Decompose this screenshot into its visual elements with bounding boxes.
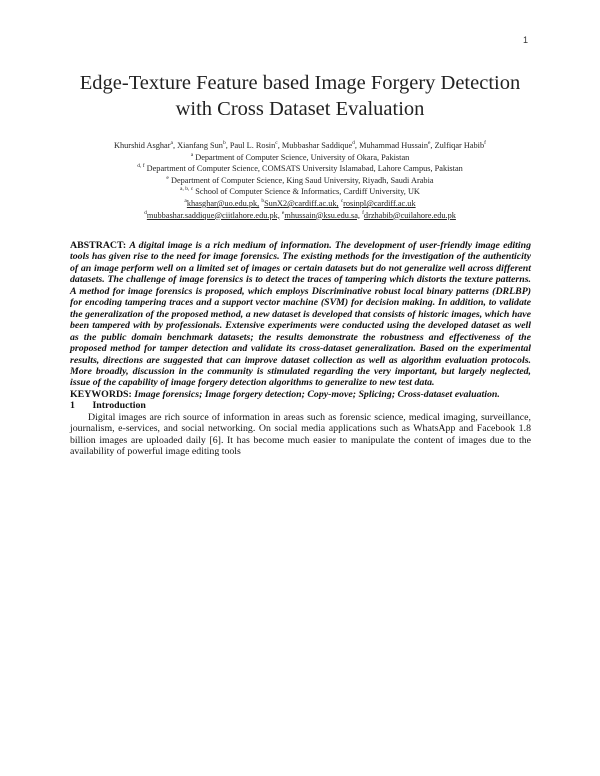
paper-title [60,70,540,122]
author-list: Khurshid Asghar$^a$, Xianfang Sun$^b$, Paul L. Rosin$^c$, Mubbashar Saddique$^d$, Muhammad Hussain$^e$, Zulfiqar Habib$^f$ [114,140,486,150]
email-link[interactable]: drzhabib@cuilahore.edu.pk [363,210,456,220]
author-name: Mubbashar Saddique [281,141,353,150]
introduction-paragraph: Digital images are rich source of information in areas such as forensic science, medical imaging, surveillance, journalism, e-services, and social networking. On social media applications such as WhatsApp and Facebook 1.8 billion images are uploaded daily [6]. It has become much easier to manipulate the content of images due to the availability of powerful image editing tools [70,411,531,458]
author-name: Zulfiqar Habib [434,141,485,150]
email-line: $^a$khasghar@uo.edu.pk, $^b$SunX2@cardiff.ac.uk, $^c$rosinpl@cardiff.ac.uk [184,198,416,208]
author-sup: b [222,140,226,147]
affiliation: $^a$ Department of Computer Science, University of Okara, Pakistan [190,151,410,162]
email-link[interactable]: rosinpl@cardiff.ac.uk [343,198,416,208]
title-line-1: Edge-Texture Feature based Image Forgery Detection [79,72,521,94]
section-title: Introduction [92,400,146,412]
affiliation: $^{a, b, c}$ School of Computer Science & Informatics, Cardiff University, UK [180,186,420,197]
author-sup: e [427,140,431,147]
email-link[interactable]: SunX2@cardiff.ac.uk, [264,198,339,208]
title-line-2: with Cross Dataset Evaluation [175,98,425,120]
affiliation: $^{d, f}$ Department of Computer Science, COMSATS University Islamabad, Lahore Campus, Pakistan [137,163,463,174]
keywords [70,389,531,400]
abstract-text: A digital image is a rich medium of information. The development of user-friendly image editing tools has given rise to the need for image forensics. The existing methods for the investigation of the authenticity of an image perform well on a limited set of images or certain datasets but do not generalize well across different datasets. The challenge of image forensics is to detect the traces of tampering which distorts the texture patterns. A method for image forensics is proposed, which employs Discriminative robust local binary patterns (DRLBP) for encoding tampering traces and a support vector machine (SVM) for decision making. In addition, to validate the generalization of the proposed method, a new dataset is developed that consists of historic images, which have been tampered with by professionals. Extensive experiments were conducted using the developed dataset as well as the public domain benchmark datasets; the results demonstrate the robustness and effectiveness of the proposed method for tamper detection and validate its cross-dataset generalization. Based on the experimental results, directions are suggested that can improve dataset collection as well as algorithm evaluation protocols. More broadly, discussion in the community is stimulated regarding the very important, but largely neglected, issue of the capability of image forgery detection algorithms to generalize to new test data. [70,240,531,389]
page-number: 1 [522,35,528,45]
email-link[interactable]: mubbashar.saddique@ciitlahore.edu.pk, [146,210,280,220]
author-name: Paul L. Rosin [229,141,276,150]
author-sup: c [275,140,278,147]
author-sup: a [170,140,173,147]
abstract [70,240,531,389]
keywords-text: Image forensics; Image forgery detection; Copy-move; Splicing; Cross-dataset evaluation. [134,388,500,400]
author-sup: f [484,140,486,147]
author-name: Khurshid Asghar [114,141,171,150]
email-line: $^d$mubbashar.saddique@ciitlahore.edu.pk, $^e$mhussain@ksu.edu.sa, $^f$drzhabib@cuilahore.edu.pk [144,209,456,220]
email-link[interactable]: mhussain@ksu.edu.sa, [284,210,360,220]
author-name: Muhammad Hussain [359,141,428,150]
keywords-label: KEYWORDS: [70,388,132,400]
main-body [70,240,531,458]
abstract-label: ABSTRACT: [70,240,127,251]
affiliation: $^e$ Department of Computer Science, King Saud University, Riyadh, Saudi Arabia [166,175,434,185]
section-heading [70,400,531,411]
author-block [60,140,540,221]
author-name: Xianfang Sun [177,141,223,150]
section-number: 1 [70,400,75,412]
email-link[interactable]: khasghar@uo.edu.pk, [186,198,260,208]
author-sup: d [352,140,355,147]
